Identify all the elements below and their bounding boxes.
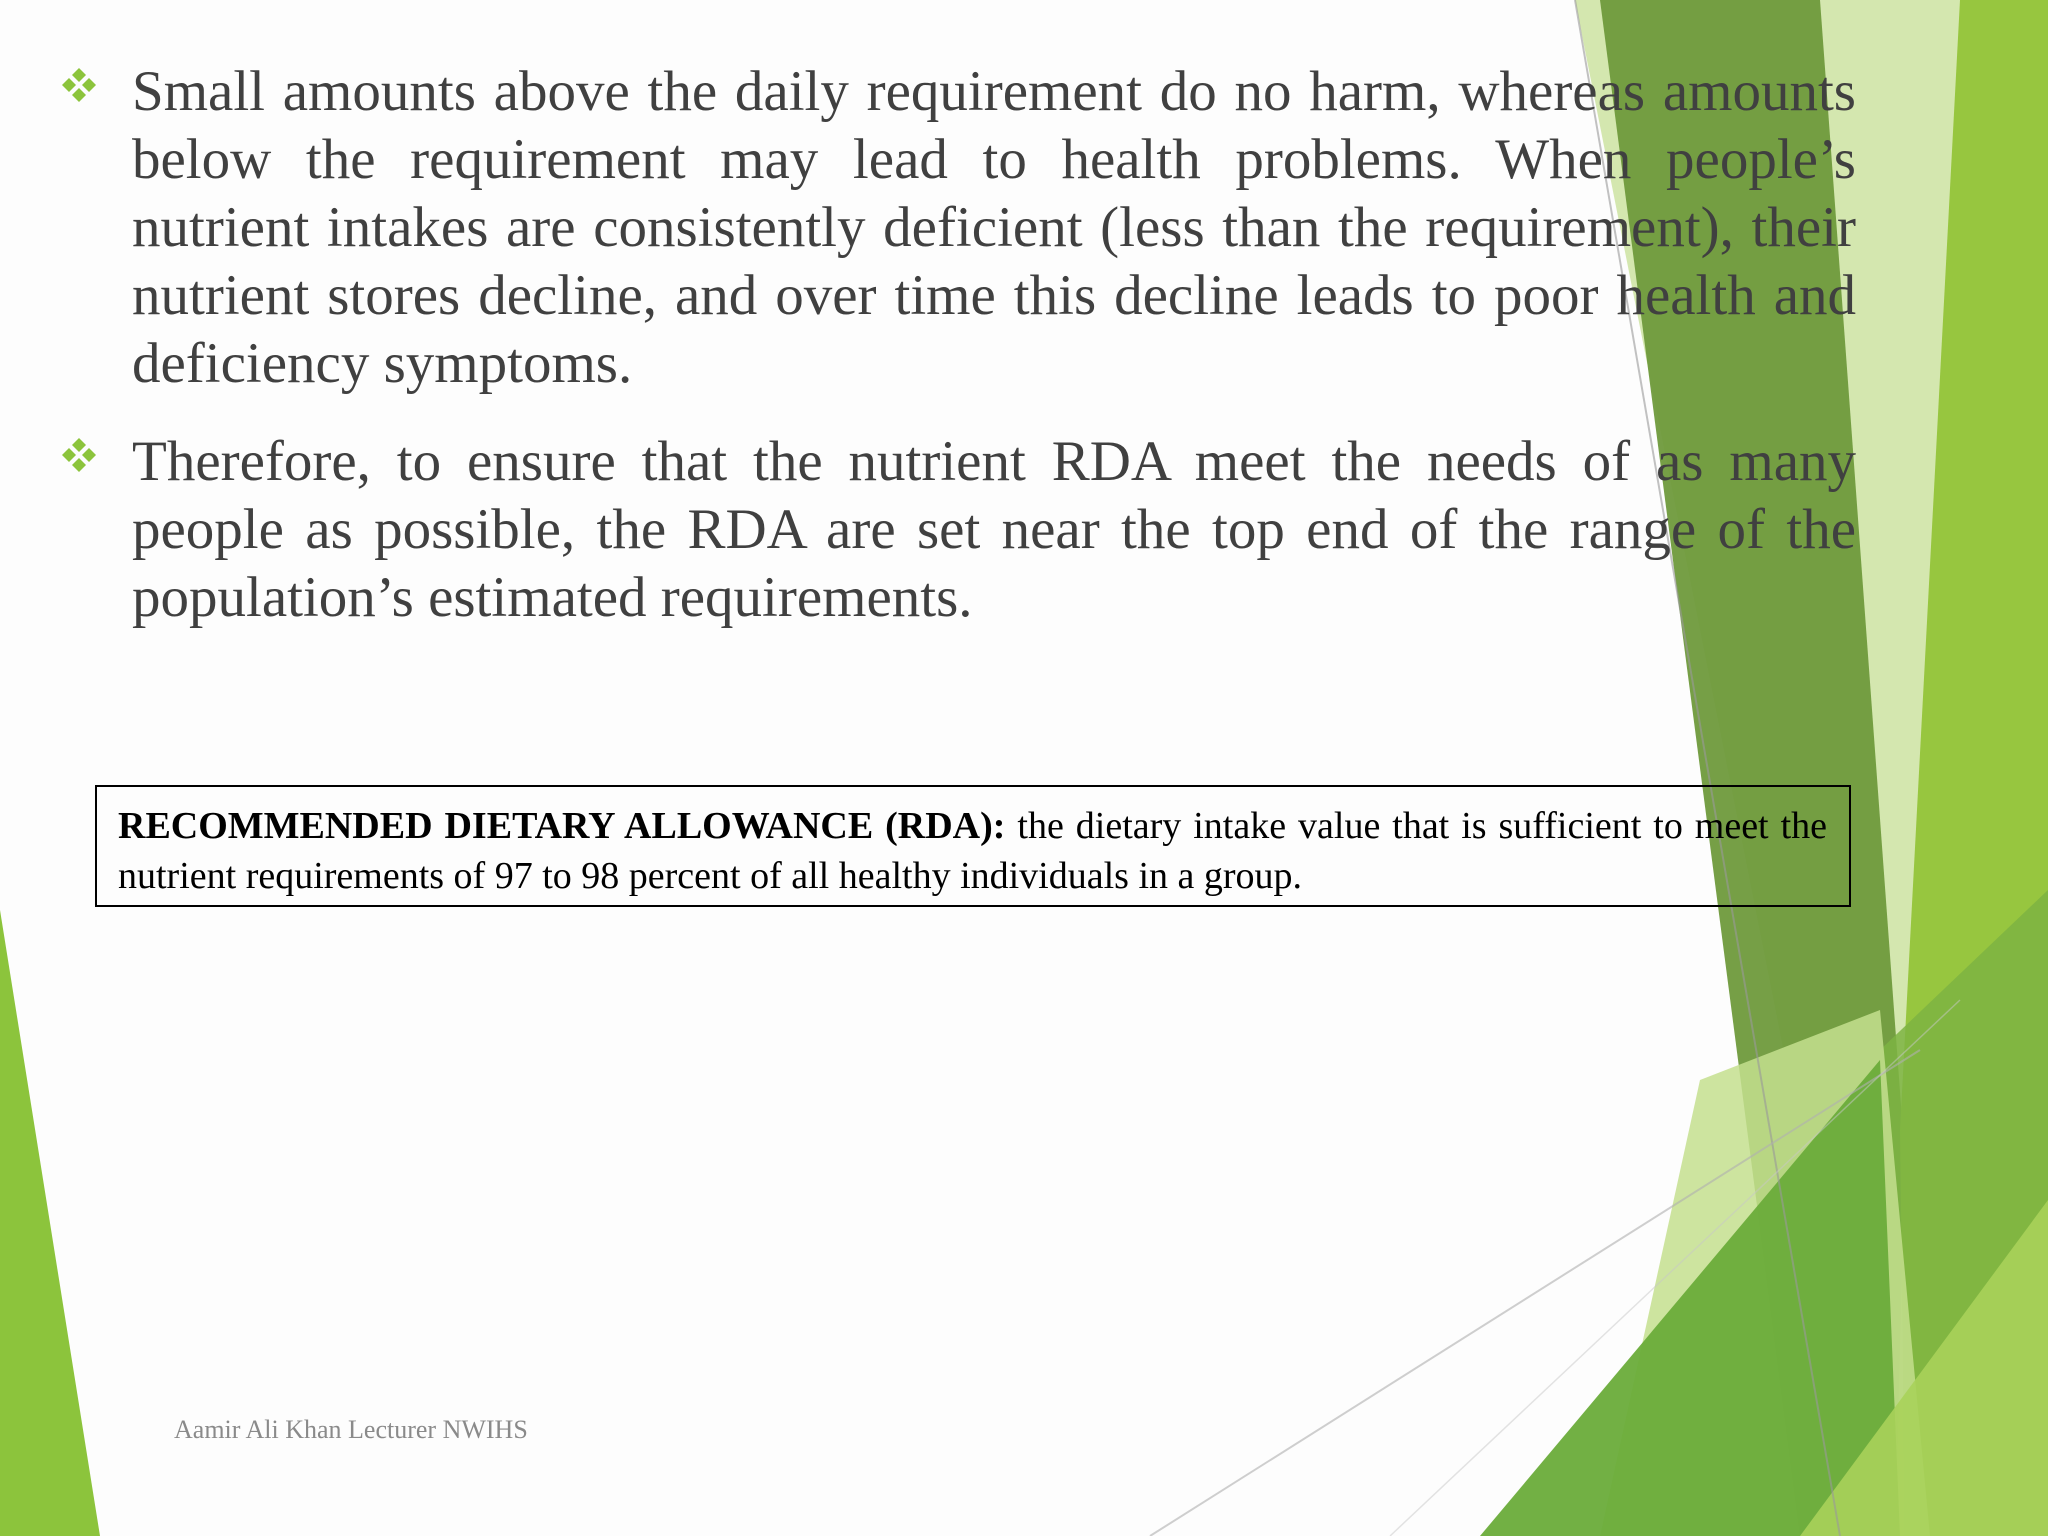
footer-author: Aamir Ali Khan Lecturer NWIHS: [174, 1415, 528, 1444]
diamond-four-icon: [60, 66, 98, 104]
bullet-text-1: Small amounts above the daily requirement do no harm, whereas amounts below the requirement may lead to health problems. When people’s nutrient intakes are consistently deficient (less than the requirement), their nutrient stores decline, and over time this decline leads to poor health and deficiency symptoms.: [132, 60, 1856, 395]
diamond-four-icon: [60, 436, 98, 474]
bullet-item-1: [60, 58, 1856, 398]
definition-text: the dietary intake value that is sufficient to meet the nutrient requirements of 97 to 98 percent of all healthy individuals in a group.: [118, 805, 1827, 897]
bullet-list: [60, 58, 1856, 662]
bullet-item-2: [60, 428, 1856, 632]
bullet-text-2: Therefore, to ensure that the nutrient RDA meet the needs of as many people as possible, the RDA are set near the top end of the range of the population’s estimated requirements.: [132, 430, 1856, 629]
definition-box: [95, 785, 1851, 907]
definition-term: RECOMMENDED DIETARY ALLOWANCE (RDA):: [118, 805, 1006, 847]
left-green-sliver: [0, 910, 100, 1536]
